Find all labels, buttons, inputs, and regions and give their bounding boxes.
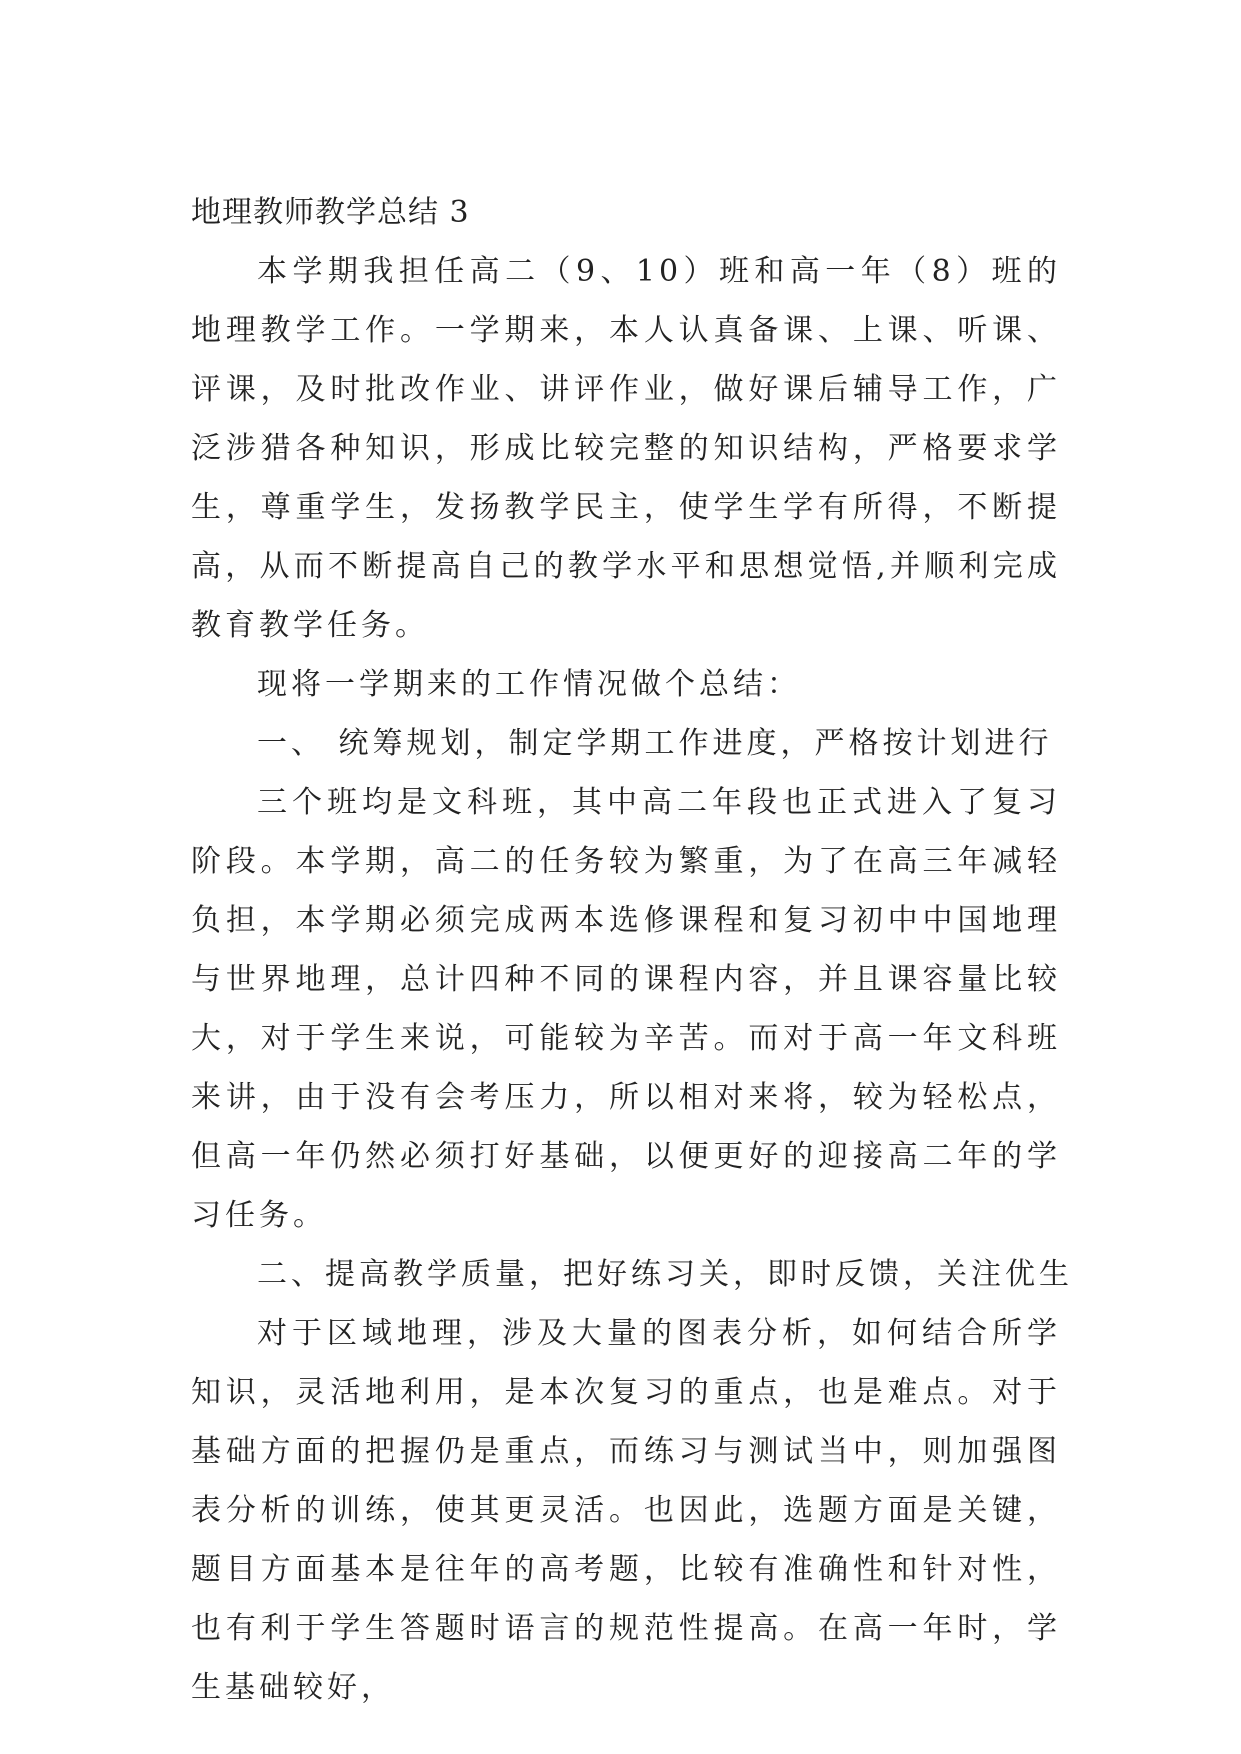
section-1-paragraph: 三个班均是文科班，其中高二年段也正式进入了复习阶段。本学期，高二的任务较为繁重，为了在高三年减轻负担，本学期必须完成两本选修课程和复习初中中国地理与世界地理，总计四种不同的课程内容，并且课容量比较大，对于学生来说，可能较为辛苦。而对于高一年文科班来讲，由于没有会考压力，所以相对来将，较为轻松点，但高一年仍然必须打好基础，以便更好的迎接高二年的学习任务。 <box>191 785 1061 1233</box>
document-title: 地理教师教学总结 3 <box>191 195 470 230</box>
intro-paragraph: 本学期我担任高二（9、10）班和高一年（8）班的地理教学工作。一学期来，本人认真备课、上课、听课、评课，及时批改作业、讲评作业，做好课后辅导工作，广泛涉猎各种知识，形成比较完整的知识结构，严格要求学生，尊重学生，发扬教学民主，使学生学有所得，不断提高，从而不断提高自己的教学水平和思想觉悟,并顺利完成教育教学任务。 <box>191 254 1061 643</box>
section-1-heading: 一、 统筹规划，制定学期工作进度，严格按计划进行 <box>257 726 1053 761</box>
section-2-paragraph: 对于区域地理，涉及大量的图表分析，如何结合所学知识，灵活地利用，是本次复习的重点，也是难点。对于基础方面的把握仍是重点，而练习与测试当中，则加强图表分析的训练，使其更灵活。也因此，选题方面是关键，题目方面基本是往年的高考题，比较有准确性和针对性，也有利于学生答题时语言的规范性提高。在高一年时，学生基础较好， <box>191 1316 1061 1705</box>
document-content <box>191 184 1073 1717</box>
summary-lead-paragraph: 现将一学期来的工作情况做个总结： <box>257 667 801 702</box>
section-2-heading: 二、提高教学质量，把好练习关，即时反馈，关注优生 <box>257 1257 1073 1292</box>
